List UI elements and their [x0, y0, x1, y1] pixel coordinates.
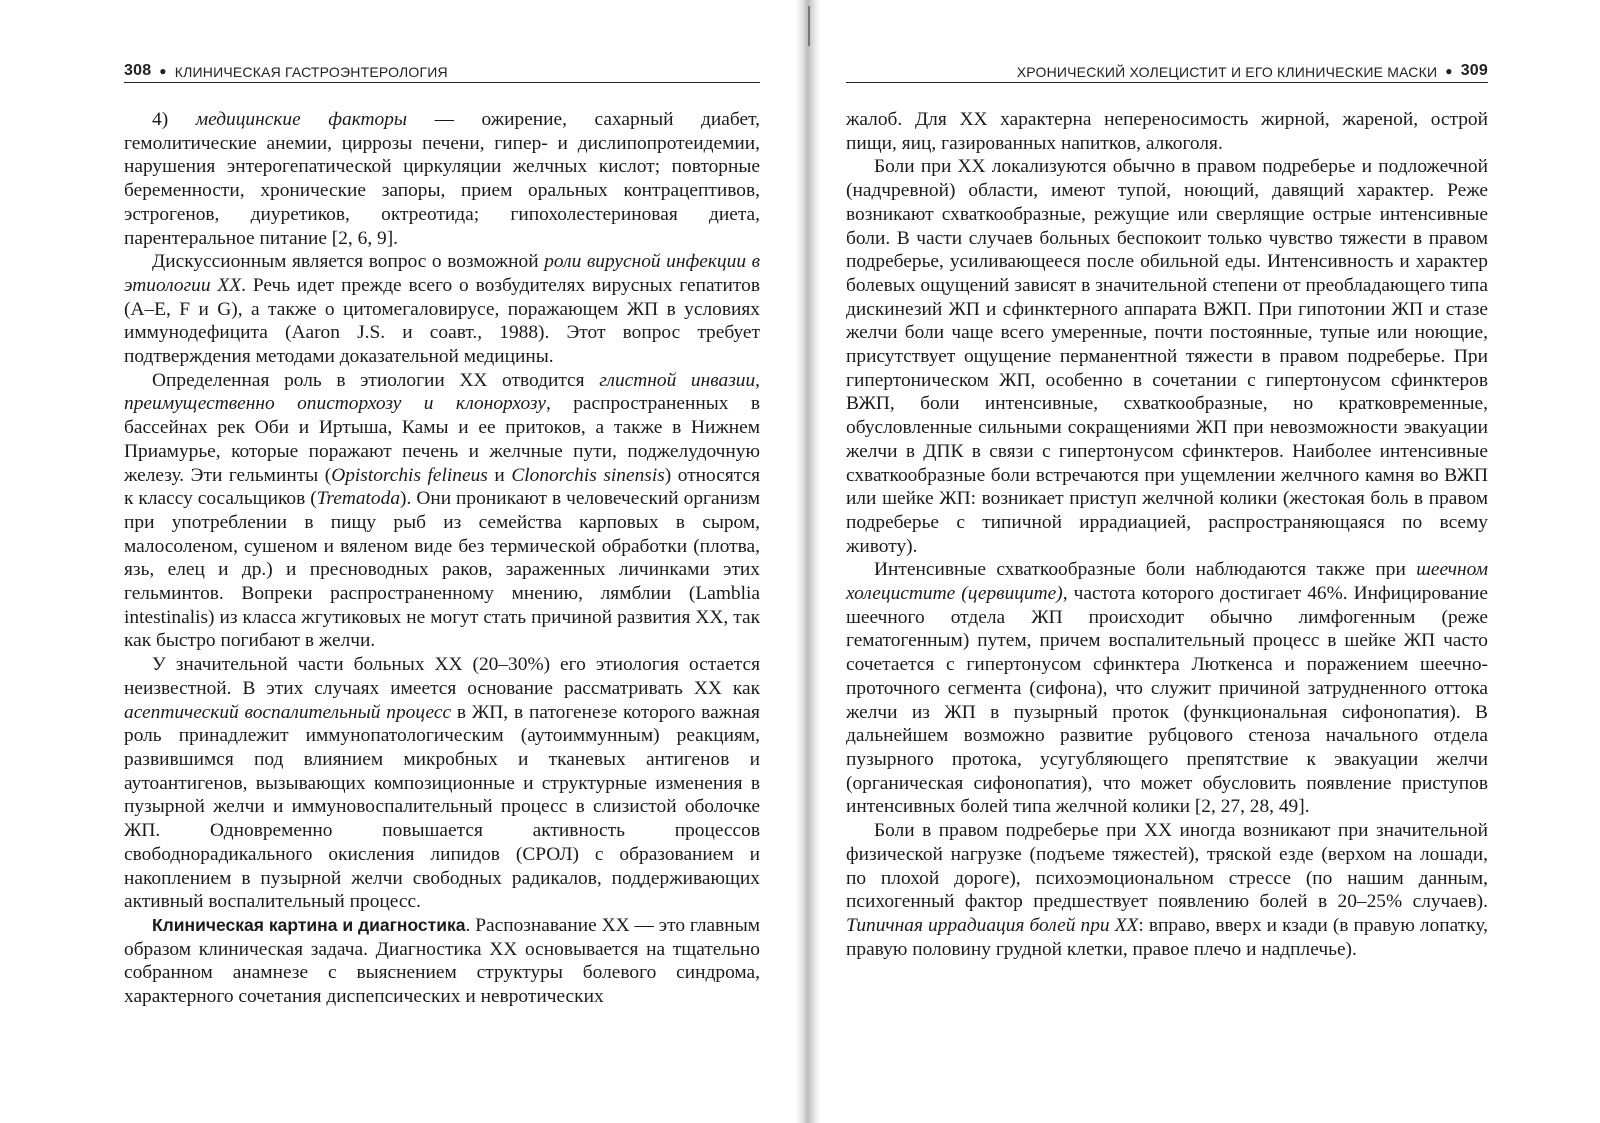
- text-run: в ЖП, в патогенезе которого важная роль принадлежит иммунопатологическим (аутоиммунным) реакциям, развившимся под влиянием микробных и тканевых антигенов и аутоантигенов, вызывающих композиционные и структурные изменения в пузырной желчи и иммуновоспалительный процесс в слизистой оболочке ЖП. Одновременно повышается активность процессов свободнорадикального окисления липидов (СРОЛ) с образованием и накоплением в пузырной желчи свободных радикалов, поддерживающих активный воспалительный процесс.: [124, 701, 760, 913]
- italic-phrase: Trematoda: [316, 488, 401, 510]
- body-paragraph: [846, 558, 1488, 819]
- italic-phrase: Opistorchis felineus: [331, 464, 488, 486]
- right-running-head: [846, 56, 1488, 80]
- italic-phrase: глистной инвазии, преимущественно описторхозу и клонорхозу: [124, 369, 760, 415]
- right-header-rule: [846, 82, 1488, 83]
- body-paragraph: [846, 819, 1488, 961]
- text-run: жалоб. Для ХХ характерна непереносимость жирной, жареной, острой пищи, яиц, газированных напитков, алкоголя.: [846, 109, 1488, 154]
- text-run: 4): [152, 109, 196, 130]
- right-running-title: ХРОНИЧЕСКИЙ ХОЛЕЦИСТИТ И ЕГО КЛИНИЧЕСКИЕ МАСКИ: [1016, 64, 1438, 80]
- left-running-head: [124, 56, 760, 80]
- italic-phrase: асептический воспалительный процесс: [124, 701, 452, 723]
- body-paragraph: [124, 369, 760, 653]
- italic-phrase: роли вирусной инфекции в этиологии ХХ: [124, 251, 761, 296]
- text-run: — ожирение, сахарный диабет, гемолитические анемии, циррозы печени, гипер- и дислипопротеидемии, нарушения энтерогепатической циркуляции желчных кислот; повторные беременности, хронические запоры, прием оральных контрацептивов, эстрогенов, диуретиков, октреотида; гипохолестериновая диета, парентеральное питание [2, 6, 9].: [124, 109, 760, 249]
- body-paragraph: [124, 108, 760, 250]
- header-bullet-icon: ●: [1445, 64, 1453, 78]
- text-run: Боли при ХХ локализуются обычно в правом подреберье и подложечной (надчревной) области, имеют тупой, ноющий, давящий характер. Реже возникают схваткообразные, режущие или сверлящие острые интенсивные боли. В части случаев больных беспокоит только чувство тяжести в правом подреберье, усиливающееся после обильной еды. Интенсивность и характер болевых ощущений зависят в значительной степени от преобладающего типа дискинезий ЖП и сфинктерного аппарата ВЖП. При гипотонии ЖП и стазе желчи боли чаще всего умеренные, почти постоянные, тупые или ноющие, присутствует ощущение перманентной тяжести в правом подреберье. При гипертоническом ЖП, особенно в сочетании с гипертонусом сфинктеров ВЖП, боли интенсивные, схваткообразные, но кратковременные, обусловленные сильными сокращениями ЖП при невозможности эвакуации желчи в ДПК в связи с гипертонусом сфинктеров. Наиболее интенсивные схваткообразные боли встречаются при ущемлении желчного камня во ВЖП или шейке ЖП: возникает приступ желчной колики (жестокая боль в правом подреберье с типичной иррадиацией, распространяющаяся по всему животу).: [846, 156, 1488, 557]
- left-page-number: 308: [124, 62, 152, 79]
- body-paragraph: [124, 914, 760, 1009]
- italic-phrase: Типичная иррадиация болей при ХХ: [846, 914, 1139, 936]
- left-page-body: [124, 108, 760, 1009]
- header-bullet-icon: ●: [159, 64, 167, 78]
- text-run: Боли в правом подреберье при ХХ иногда возникают при значительной физической нагрузке (подъеме тяжестей), тряской езде (верхом на лошади, по плохой дороге), психоэмоциональном стрессе (по нашим данным, психогенный фактор предшествует появлению болей в 20–25% случаев).: [846, 820, 1488, 913]
- body-paragraph: [124, 250, 760, 369]
- text-run: : вправо, вверх и кзади (в правую лопатку, правую половину грудной клетки, правое плечо и надплечье).: [846, 914, 1489, 960]
- italic-phrase: Clonorchis sinensis: [511, 464, 665, 486]
- body-paragraph: [846, 155, 1488, 558]
- right-page: [800, 0, 1600, 1123]
- text-run: ). Они проникают в человеческий организм при употреблении в пищу рыб из семейства карповых в сыром, малосоленом, сушеном и вяленом виде без термической обработки (плотва, язь, елец и др.) и пресноводных раков, зараженных личинками этих гельминтов. Вопреки распространенному мнению, лямблии (Lamblia intestinalis) из класса жгутиковых не могут стать причиной развития ХХ, так как быстро погибают в желчи.: [124, 488, 760, 652]
- text-run: и: [487, 464, 512, 486]
- section-heading: Клиническая картина и диагностика: [152, 914, 466, 935]
- text-run: Определенная роль в этиологии ХХ отводится: [152, 369, 600, 391]
- text-run: , распространенных в бассейнах рек Оби и Иртыша, Камы и ее притоков, а также в Нижнем Приамурье, которые поражают печень и желчные пути, поджелудочную железу. Эти гельминты (: [124, 393, 760, 486]
- text-run: ) относятся к классу сосальщиков (: [124, 464, 760, 510]
- left-header-rule: [124, 82, 760, 83]
- text-run: . Распознавание ХХ — это главным образом клиническая задача. Диагностика ХХ основывается на тщательно собранном анамнезе с выяснением структуры болевого синдрома, характерного сочетания диспепсических и невротических: [124, 914, 760, 1008]
- italic-phrase: шеечном холецистите (цервиците): [846, 559, 1488, 605]
- body-paragraph: [846, 108, 1488, 155]
- text-run: Дискуссионным является вопрос о возможной: [152, 251, 545, 273]
- text-run: Интенсивные схваткообразные боли наблюдаются также при: [874, 559, 1417, 581]
- left-running-title: КЛИНИЧЕСКАЯ ГАСТРОЭНТЕРОЛОГИЯ: [174, 64, 448, 80]
- right-page-body: [846, 108, 1488, 961]
- text-run: . Речь идет прежде всего о возбудителях вирусных гепатитов (A–E, F и G), а также о цитомегаловирусе, поражающем ЖП в условиях иммунодефицита (Aaron J.S. и соавт., 1988). Этот вопрос требует подтверждения методами доказательной медицины.: [124, 274, 760, 368]
- text-run: У значительной части больных ХХ (20–30%) его этиология остается неизвестной. В этих случаях имеется основание рассматривать ХХ как: [124, 654, 760, 699]
- right-page-number: 309: [1460, 62, 1488, 79]
- italic-phrase: медицинские факторы: [195, 109, 408, 130]
- text-run: , частота которого достигает 46%. Инфицирование шеечного отдела ЖП происходит обычно лимфогенным (реже гематогенным) путем, причем воспалительный процесс в шейке ЖП часто сочетается с гипертонусом сфинктера Люткенса и поражением шеечно-проточного сегмента (сифона), что служит причиной затрудненного оттока желчи из ЖП в пузырный проток (функциональная сифонопатия). В дальнейшем возможно развитие рубцового стеноза начального отдела пузырного протока, усугубляющего препятствие к эвакуации желчи (органическая сифонопатия), что может обусловить появление приступов интенсивных болей типа желчной колики [2, 27, 28, 49].: [846, 583, 1488, 818]
- body-paragraph: [124, 653, 760, 914]
